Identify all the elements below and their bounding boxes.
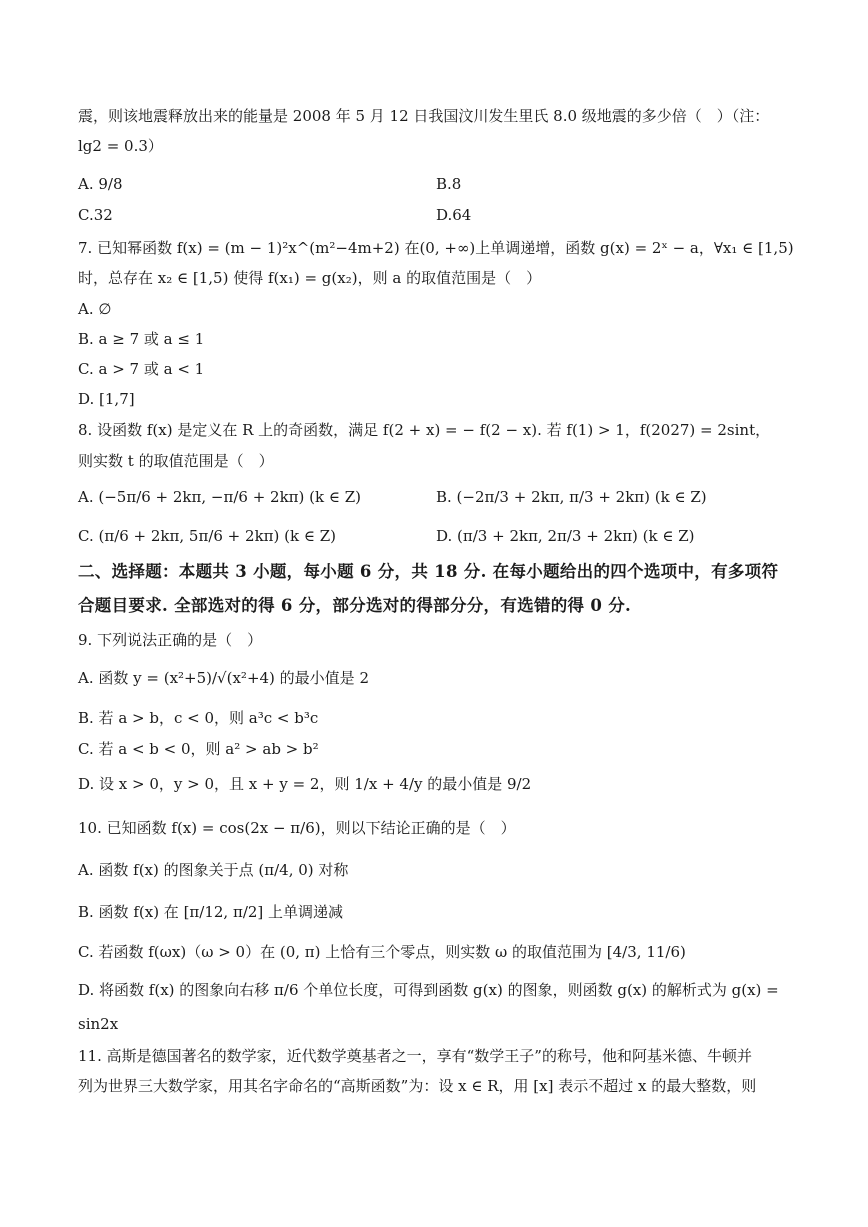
problem7-option-d: D. [1,7] <box>78 390 135 408</box>
problem6-option-d: D.64 <box>436 206 472 224</box>
problem9-option-d: D. 设 x > 0，y > 0，且 x + y = 2，则 1/x + 4/y 的最小值是 9/2 <box>78 775 532 793</box>
problem11-line1: 11. 高斯是德国著名的数学家，近代数学奠基者之一，享有“数学王子”的称号，他和阿基米德、牛顿并 <box>78 1047 752 1065</box>
problem10-option-a: A. 函数 f(x) 的图象关于点 (π/4, 0) 对称 <box>78 861 349 879</box>
problem7-line1: 7. 已知幂函数 f(x) = (m − 1)²x^(m²−4m+2) 在(0, +∞)上单调递增，函数 g(x) = 2ˣ − a，∀x₁ ∈ [1,5) <box>78 239 794 257</box>
problem8-option-a: A. (−5π/6 + 2kπ, −π/6 + 2kπ) (k ∈ Z) <box>78 488 362 506</box>
problem7-line2: 时，总存在 x₂ ∈ [1,5) 使得 f(x₁) = g(x₂)，则 a 的取值范围是（ ） <box>78 269 542 287</box>
problem10-stem: 10. 已知函数 f(x) = cos(2x − π/6)，则以下结论正确的是（ ） <box>78 819 516 837</box>
problem9-option-a: A. 函数 y = (x²+5)/√(x²+4) 的最小值是 2 <box>78 669 369 687</box>
problem8-line1: 8. 设函数 f(x) 是定义在 R 上的奇函数，满足 f(2 + x) = − f(2 − x). 若 f(1) > 1，f(2027) = 2sint， <box>78 421 771 439</box>
problem7-option-b: B. a ≥ 7 或 a ≤ 1 <box>78 330 205 348</box>
problem6-option-b: B.8 <box>436 175 462 193</box>
problem11-line2: 列为世界三大数学家，用其名字命名的“高斯函数”为：设 x ∈ R，用 [x] 表示不超过 x 的最大整数，则 <box>78 1077 757 1095</box>
problem9-option-c: C. 若 a < b < 0，则 a² > ab > b² <box>78 740 319 758</box>
problem10-option-d-line1: D. 将函数 f(x) 的图象向右移 π/6 个单位长度，可得到函数 g(x) 的图象，则函数 g(x) 的解析式为 g(x) = <box>78 981 779 999</box>
problem6-option-a: A. 9/8 <box>78 175 123 193</box>
section2-heading-line1: 二、选择题：本题共 3 小题，每小题 6 分，共 18 分. 在每小题给出的四个选项中，有多项符 <box>78 562 779 581</box>
problem8-option-b: B. (−2π/3 + 2kπ, π/3 + 2kπ) (k ∈ Z) <box>436 488 707 506</box>
problem10-option-d-line2: sin2x <box>78 1015 119 1033</box>
problem6-line1: 震，则该地震释放出来的能量是 2008 年 5 月 12 日我国汶川发生里氏 8.0 级地震的多少倍（ ）（注： <box>78 107 770 125</box>
problem10-option-c: C. 若函数 f(ωx)（ω > 0）在 (0, π) 上恰有三个零点，则实数 ω 的取值范围为 [4/3, 11/6) <box>78 943 686 961</box>
problem8-option-d: D. (π/3 + 2kπ, 2π/3 + 2kπ) (k ∈ Z) <box>436 527 695 545</box>
problem7-option-c: C. a > 7 或 a < 1 <box>78 360 205 378</box>
problem9-option-b: B. 若 a > b，c < 0，则 a³c < b³c <box>78 709 319 727</box>
section2-heading-line2: 合题目要求. 全部选对的得 6 分，部分选对的得部分分，有选错的得 0 分. <box>78 596 632 615</box>
problem7-option-a: A. ∅ <box>78 300 112 318</box>
problem9-stem: 9. 下列说法正确的是（ ） <box>78 631 263 649</box>
problem8-option-c: C. (π/6 + 2kπ, 5π/6 + 2kπ) (k ∈ Z) <box>78 527 336 545</box>
problem8-line2: 则实数 t 的取值范围是（ ） <box>78 452 274 470</box>
problem10-option-b: B. 函数 f(x) 在 [π/12, π/2] 上单调递减 <box>78 903 344 921</box>
problem6-line2: lg2 = 0.3） <box>78 137 163 155</box>
problem6-option-c: C.32 <box>78 206 113 224</box>
